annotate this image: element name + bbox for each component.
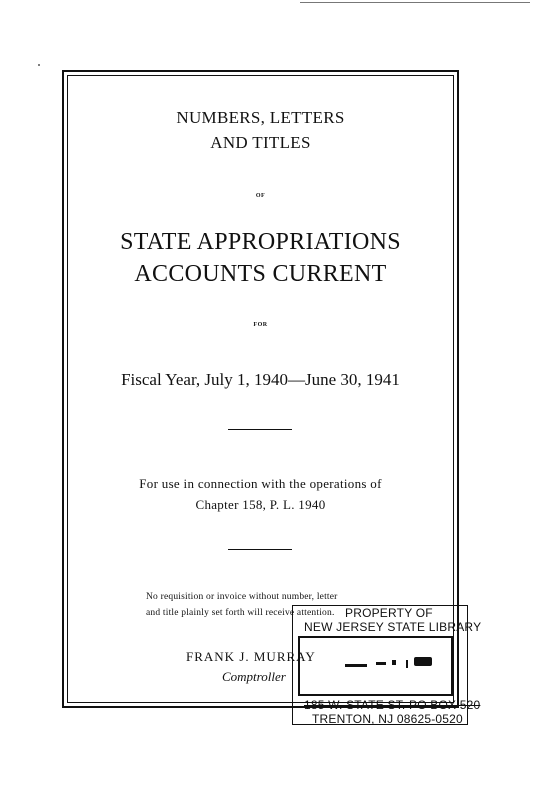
main-title-line-2: ACCOUNTS CURRENT [134,261,387,287]
divider-rule [228,429,292,430]
connector-for: FOR [253,322,268,328]
stamp-smudge [414,657,432,666]
stamp-line-1: PROPERTY OF [345,606,433,620]
title-line-2: AND TITLES [210,133,311,152]
signatory-role: Comptroller [222,669,286,684]
notice-line-1: No requisition or invoice without number, letter [146,592,338,602]
main-title-line-1: STATE APPROPRIATIONS [120,229,401,255]
stamp-line-2: NEW JERSEY STATE LIBRARY [304,620,482,634]
scan-speck [38,64,40,66]
stamp-smudge [392,660,396,665]
stamp-line-3: 185 W. STATE ST. PO BOX 520 [304,698,481,712]
stamp-inner-box [298,636,453,696]
stamp-smudge [345,664,367,667]
scan-edge-line [300,2,530,3]
divider-rule [228,549,292,550]
fiscal-year: Fiscal Year, July 1, 1940—June 30, 1941 [121,370,400,389]
stamp-smudge [376,662,386,665]
notice-line-2: and title plainly set forth will receive attention. [146,608,335,618]
connector-of: OF [255,193,266,199]
stamp-smudge [406,660,408,668]
title-line-1: NUMBERS, LETTERS [176,108,345,127]
signatory-name: FRANK J. MURRAY [186,649,316,664]
usage-line-2: Chapter 158, P. L. 1940 [195,497,326,512]
stamp-line-4: TRENTON, NJ 08625-0520 [312,712,463,726]
usage-line-1: For use in connection with the operations of [139,476,382,491]
